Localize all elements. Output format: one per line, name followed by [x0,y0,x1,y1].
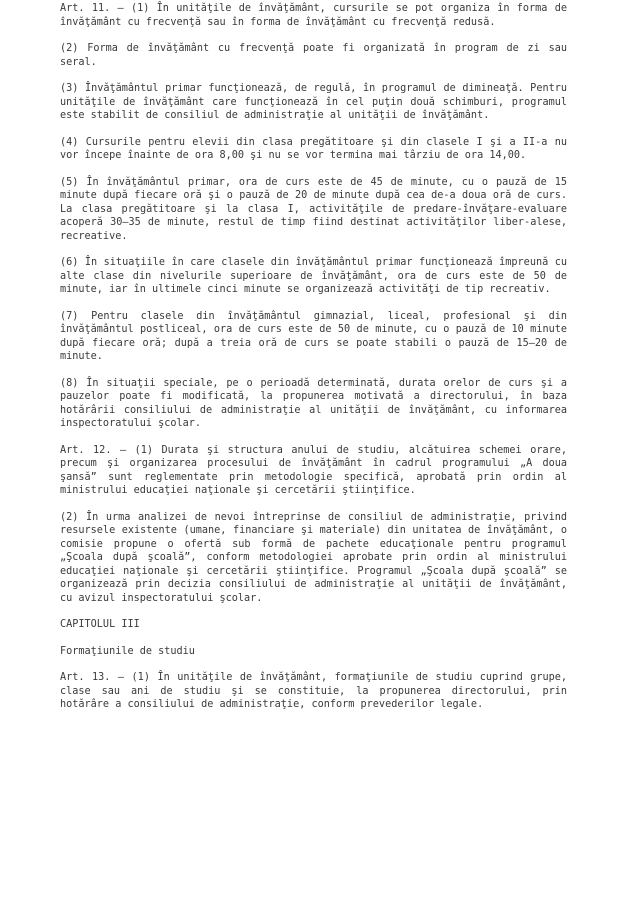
article-11-paragraph-6: (6) În situaţiile în care clasele din învăţământul primar funcţionează împreună cu alte clase din nivelurile superioare de învăţământ, ora de curs este de 50 de minute, iar în ultimele cinci minute se organizează activităţi de tip recreativ. [60,257,567,295]
chapter-heading: CAPITOLUL III [60,619,140,630]
article-11-paragraph-8: (8) În situaţii speciale, pe o perioadă determinată, durata orelor de curs şi a pauzelor poate fi modificată, la propunerea motivată a directorului, în baza hotărârii consiliului de administraţie al unităţii de învăţământ, cu informarea inspectoratului şcolar. [60,377,567,429]
article-11-paragraph-2: (2) Forma de învăţământ cu frecvenţă poate fi organizată în program de zi sau seral. [60,43,567,68]
article-11-paragraph-5: (5) În învăţământul primar, ora de curs este de 45 de minute, cu o pauză de 15 minute după fiecare oră şi o pauză de 20 de minute după cea de-a doua oră de curs. La clasa pregătitoare şi la clasa I, activităţile de predare-învăţare-evaluare acoperă 30—35 de minute, restul de timp fiind destinat activităţilor liber-alese, recreative. [60,176,567,242]
article-12-paragraph-2: (2) În urma analizei de nevoi întreprinse de consiliul de administraţie, privind resursele existente (umane, financiare şi materiale) din unitatea de învăţământ, o comisie propune o ofertă sub formă de pachete educaţionale pentru programul „Şcoala după şcoală”, conform metodologiei aprobate prin ordin al ministrului educaţiei naţionale şi cercetării ştiinţifice. Programul „Şcoala după şcoală” se organizează prin decizia consiliului de administraţie al unităţii de învăţământ, cu avizul inspectoratului şcolar. [60,511,567,604]
article-12-paragraph-1: Art. 12. — (1) Durata şi structura anului de studiu, alcătuirea schemei orare, precum şi organizarea procesului de învăţământ în cadrul programului „A doua şansă” sunt reglementate prin metodologie specifică, aprobată prin ordin al ministrului educaţiei naţionale şi cercetării ştiinţifice. [60,444,567,496]
article-11-paragraph-1: Art. 11. — (1) În unităţile de învăţământ, cursurile se pot organiza în forma de învăţământ cu frecvenţă sau în forma de învăţământ cu frecvenţă redusă. [60,3,567,28]
document-page [60,0,567,725]
article-11-paragraph-7: (7) Pentru clasele din învăţământul gimnazial, liceal, profesional şi din învăţământul postliceal, ora de curs este de 50 de minute, cu o pauză de 10 minute după fiecare oră; după a treia oră de curs se poate stabili o pauză de 15—20 de minute. [60,310,567,362]
chapter-title: Formaţiunile de studiu [60,645,195,657]
article-11-paragraph-4: (4) Cursurile pentru elevii din clasa pregătitoare şi din clasele I şi a II-a nu vor începe înainte de ora 8,00 şi nu se vor termina mai târziu de ora 14,00. [60,136,567,161]
article-11-paragraph-3: (3) Învăţământul primar funcţionează, de regulă, în programul de dimineaţă. Pentru unităţile de învăţământ care funcţionează în cel puţin două schimburi, programul este stabilit de consiliul de administraţie al unităţii de învăţământ. [60,83,567,121]
article-13-paragraph-1: Art. 13. — (1) În unităţile de învăţământ, formaţiunile de studiu cuprind grupe, clase sau ani de studiu şi se constituie, la propunerea directorului, prin hotărâre a consiliului de administraţie, conform prevederilor legale. [60,672,567,710]
